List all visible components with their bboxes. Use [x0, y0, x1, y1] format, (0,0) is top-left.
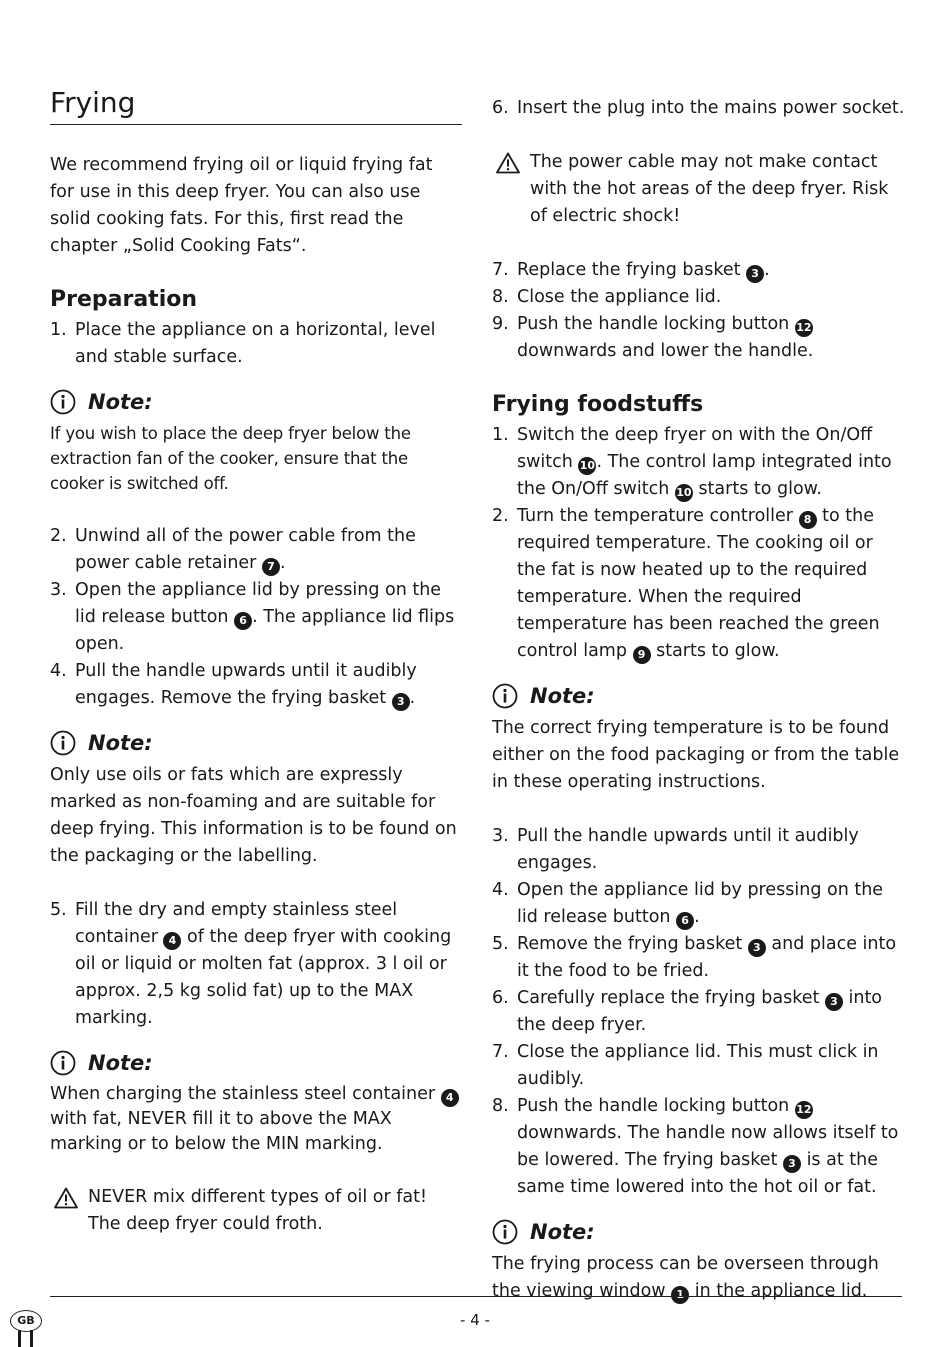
intro-paragraph: We recommend frying oil or liquid frying fat for use in this deep fryer. You can also use solid cooking fats. For this, first read the chapter „Solid Cooking Fats“.: [50, 155, 433, 256]
info-icon: [492, 1219, 518, 1245]
info-icon: [492, 683, 518, 709]
note-box: [50, 726, 462, 870]
list-item: 9. Push the handle locking button 12 downwards and lower the handle.: [492, 314, 814, 361]
note-label: Note:: [530, 683, 595, 708]
warning-text: NEVER mix different types of oil or fat! The deep fryer could froth.: [88, 1187, 428, 1234]
note-box: [50, 385, 462, 496]
note-label: Note:: [88, 730, 153, 755]
note-text: Only use oils or fats which are expressly marked as non-foaming and are suitable for deep frying. This information is to be found on the packaging or the labelling.: [50, 765, 457, 866]
frying-steps: [492, 422, 907, 665]
list-item: 7. Replace the frying basket 3 .: [492, 257, 907, 284]
list-item: 5. Remove the frying basket 3 and place into it the food to be fried.: [492, 934, 897, 981]
list-item: 7. Close the appliance lid. This must click in audibly.: [492, 1042, 879, 1089]
list-item: 3. Pull the handle upwards until it audibly engages.: [492, 826, 859, 873]
part-number-badge: 12: [795, 1101, 813, 1119]
preparation-steps-continued: [492, 95, 907, 122]
preparation-steps: [50, 317, 462, 371]
part-number-badge: 12: [795, 319, 813, 337]
part-number-badge: 8: [799, 511, 817, 529]
warning-box: [50, 1184, 462, 1238]
note-text: If you wish to place the deep fryer below the extraction fan of the cooker, ensure that the cooker is switched off.: [50, 424, 411, 493]
list-item: 8. Close the appliance lid.: [492, 287, 722, 307]
info-icon: [50, 730, 76, 756]
info-icon: [50, 1050, 76, 1076]
part-number-badge: 3: [746, 265, 764, 283]
left-column: [50, 86, 462, 1238]
warning-box: [492, 149, 907, 230]
info-icon: [50, 389, 76, 415]
note-label: Note:: [88, 389, 153, 414]
list-item: 1. Switch the deep fryer on with the On/Off switch 10. The control lamp integrated into the On/Off switch 10 starts to glow.: [492, 422, 907, 503]
list-item: 1. Place the appliance on a horizontal, level and stable surface.: [50, 320, 436, 367]
part-number-badge: 10: [675, 484, 693, 502]
note-label: Note:: [530, 1219, 595, 1244]
part-number-badge: 6: [234, 612, 252, 630]
note-text: The correct frying temperature is to be found either on the food packaging or from the table in these operating instructions.: [492, 718, 900, 792]
part-number-badge: 4: [163, 932, 181, 950]
list-item: 4. Pull the handle upwards until it audibly engages. Remove the frying basket 3 .: [50, 658, 462, 712]
note-text: When charging the stainless steel container 4 with fat, NEVER fill it to above the MAX marking or to below the MIN marking.: [50, 1082, 462, 1157]
frying-foodstuffs-heading: Frying foodstuffs: [492, 392, 704, 417]
note-text: The frying process can be overseen through the viewing window 1 in the appliance lid.: [492, 1251, 907, 1305]
list-item: 5. Fill the dry and empty stainless steel container 4 of the deep fryer with cooking oil or liquid or molten fat (approx. 3 l oil or approx. 2,5 kg solid fat) up to the MAX marking.: [50, 900, 452, 1028]
note-box: [492, 679, 907, 796]
footer-divider: [50, 1296, 902, 1297]
list-item: 8. Push the handle locking button 12 downwards. The handle now allows itself to be lowered. The frying basket 3 is at the same time lowered into the hot oil or fat.: [492, 1096, 899, 1197]
preparation-steps-continued: [50, 523, 462, 712]
language-tab-icon: [16, 1330, 36, 1347]
part-number-badge: 10: [578, 457, 596, 475]
page-number: - 4 -: [460, 1311, 490, 1329]
list-item: 4. Open the appliance lid by pressing on the lid release button 6 .: [492, 877, 907, 931]
language-badge: GB: [10, 1310, 42, 1332]
part-number-badge: 9: [633, 646, 651, 664]
page-title: Frying: [50, 86, 462, 125]
part-number-badge: 3: [392, 693, 410, 711]
part-number-badge: 3: [825, 993, 843, 1011]
part-number-badge: 7: [262, 558, 280, 576]
warning-triangle-icon: [496, 152, 520, 174]
part-number-badge: 1: [671, 1286, 689, 1304]
list-item: 2. Turn the temperature controller 8 to the required temperature. The cooking oil or the fat is now heated up to the required temperature. When the required temperature has been reached the green control lamp 9 starts to glow.: [492, 503, 907, 665]
frying-steps-continued: [492, 823, 907, 1201]
warning-text: The power cable may not make contact with the hot areas of the deep fryer. Risk of electric shock!: [530, 152, 889, 226]
list-item: 6. Insert the plug into the mains power socket.: [492, 98, 905, 118]
part-number-badge: 3: [748, 939, 766, 957]
note-box: [492, 1215, 907, 1305]
note-box: [50, 1046, 462, 1157]
part-number-badge: 6: [676, 912, 694, 930]
right-column: [492, 95, 907, 1305]
preparation-steps-continued: [50, 897, 462, 1032]
part-number-badge: 4: [441, 1089, 459, 1107]
warning-triangle-icon: [54, 1187, 78, 1209]
list-item: 6. Carefully replace the frying basket 3 into the deep fryer.: [492, 988, 883, 1035]
preparation-heading: Preparation: [50, 287, 198, 312]
preparation-steps-continued: [492, 257, 907, 365]
note-label: Note:: [88, 1050, 153, 1075]
list-item: 3. Open the appliance lid by pressing on the lid release button 6 . The appliance lid flips open.: [50, 580, 455, 654]
part-number-badge: 3: [783, 1155, 801, 1173]
list-item: 2. Unwind all of the power cable from the power cable retainer 7 .: [50, 523, 462, 577]
